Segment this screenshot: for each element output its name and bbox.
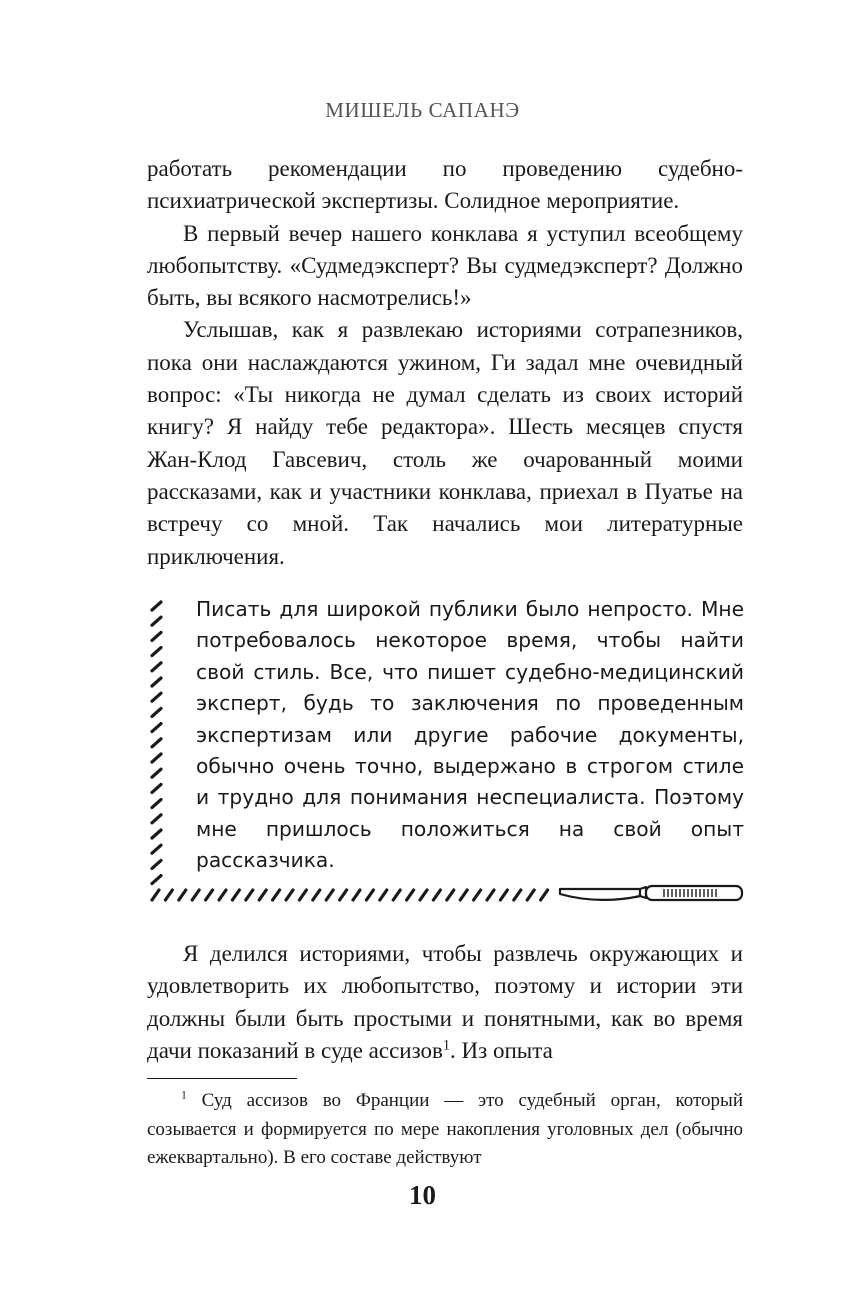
footnote-marker: 1 [181,1088,187,1102]
paragraph: Услышав, как я развлекаю историями сотрапезников, пока они наслаждаются ужином, Ги задал мне очевидный вопрос: «Ты никогда не думал сделать из своих историй книгу? Я найду тебе редактора». Шесть месяцев спустя Жан-Клод Гавсевич, столь же очарованный моими рассказами, как и участники конклава, приехал в Пуатье на встречу со мной. Так начались мои литературные приключения. [147,317,743,569]
paragraph: В первый вечер нашего конклава я уступил всеобщему любопытству. «Судмедэксперт? Вы судмедэксперт? Должно быть, вы всякого насмотрелись!» [147,220,743,311]
main-text-bottom [147,938,743,1067]
main-text-top [147,153,743,573]
sidebar-quote [196,594,744,877]
paragraph-text-end: . Из опыта [450,1037,553,1063]
page-number: 10 [409,1180,436,1210]
paragraph: работать рекомендации по проведению судебно-психиатрической экспертизы. Солидное мероприятие. [147,156,743,214]
paragraph [147,938,743,1067]
paragraph-text: Я делился историями, чтобы развлечь окружающих и удовлетворить их любопытство, поэтому и истории эти должны были быть простыми и понятными, как во время дачи показаний в суде ассизов [147,941,743,1063]
footnote [147,1087,743,1173]
sidebar-text: Писать для широкой публики было непросто. Мне потребовалось некоторое время, чтобы найти свой стиль. Все, что пишет судебно-медицинский эксперт, будь то заключения по проведенным экспертизам или другие рабочие документы, обычно очень точно, выдержано в строгом стиле и трудно для понимания неспециалиста. Поэтому мне пришлось положиться на свой опыт рассказчика. [196,597,744,873]
footnote-reference[interactable]: 1 [442,1037,451,1054]
scalpel-icon [560,886,742,900]
footnote-text: Суд ассизов во Франции — это судебный орган, который созывается и формируется по мере накопления уголовных дел (обычно ежеквартально). В его составе действуют [147,1090,743,1169]
running-title: МИШЕЛЬ САПАНЭ [325,98,520,122]
footnote-divider [147,1078,297,1079]
